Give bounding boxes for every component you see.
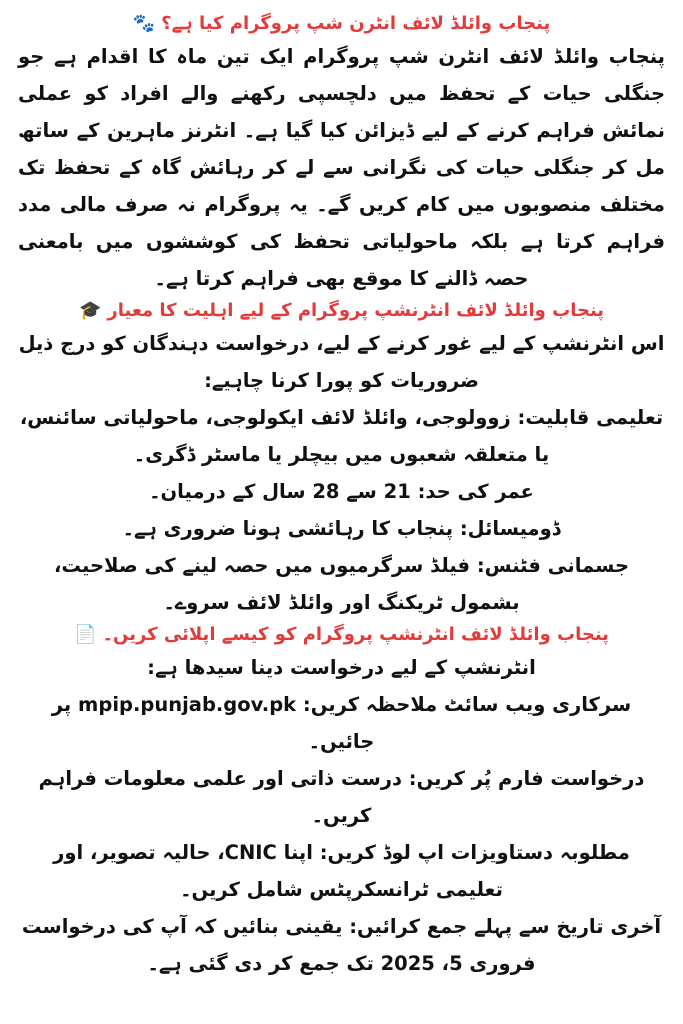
apply-step-form: درخواست فارم پُر کریں: درست ذاتی اور علمی معلومات فراہم کریں۔ bbox=[38, 767, 645, 827]
section-what-is-body: پنجاب وائلڈ لائف انٹرن شپ پروگرام ایک تین ماہ کا اقدام ہے جو جنگلی حیات کے تحفظ میں دلچسپی رکھنے والے افراد کو عملی نمائش فراہم کرنے کے لیے ڈیزائن کیا گیا ہے۔ انٹرنز ماہرین کے ساتھ مل کر جنگلی حیات کی نگرانی سے لے کر رہائش گاہ کے تحفظ تک مختلف منصوبوں میں کام کریں گے۔ یہ پروگرام نہ صرف مالی مدد فراہم کرتا ہے بلکہ ماحولیاتی تحفظ کی کوششوں میں بامعنی حصہ ڈالنے کا موقع بھی فراہم کرتا ہے۔ bbox=[18, 45, 665, 290]
apply-intro: انٹرنشپ کے لیے درخواست دینا سیدھا ہے: bbox=[147, 656, 536, 679]
section-what-is-title: پنجاب وائلڈ لائف انٹرن شپ پروگرام کیا ہے؟ bbox=[161, 13, 551, 34]
apply-step-deadline: آخری تاریخ سے پہلے جمع کرائیں: یقینی بنائیں کہ آپ کی درخواست فروری 5، 2025 تک جمع کر دی گئی ہے۔ bbox=[21, 915, 662, 975]
section-apply-title: پنجاب وائلڈ لائف انٹرنشپ پروگرام کو کیسے اپلائی کریں۔ bbox=[102, 624, 609, 645]
document-icon: 📄 bbox=[74, 624, 97, 645]
paw-icon: 🐾 bbox=[132, 13, 156, 34]
eligibility-item-fitness: جسمانی فٹنس: فیلڈ سرگرمیوں میں حصہ لینے کی صلاحیت، بشمول ٹریکنگ اور وائلڈ لائف سروے۔ bbox=[53, 554, 630, 614]
section-eligibility-title: پنجاب وائلڈ لائف انٹرنشپ پروگرام کے لیے اہلیت کا معیار bbox=[107, 300, 605, 321]
apply-step-website: سرکاری ویب سائٹ ملاحظہ کریں: mpip.punjab.gov.pk پر جائیں۔ bbox=[51, 693, 632, 753]
graduation-cap-icon: 🎓 bbox=[78, 300, 102, 321]
section-eligibility-heading bbox=[18, 297, 665, 325]
section-apply-heading bbox=[18, 621, 665, 649]
eligibility-intro: اس انٹرنشپ کے لیے غور کرنے کے لیے، درخواست دہندگان کو درج ذیل ضروریات کو پورا کرنا چاہیے: bbox=[18, 332, 665, 392]
apply-step-documents: مطلوبہ دستاویزات اپ لوڈ کریں: اپنا CNIC، حالیہ تصویر، اور تعلیمی ٹرانسکرپٹس شامل کریں۔ bbox=[53, 841, 630, 901]
eligibility-item-domicile: ڈومیسائل: پنجاب کا رہائشی ہونا ضروری ہے۔ bbox=[122, 517, 561, 540]
eligibility-item-age: عمر کی حد: 21 سے 28 سال کے درمیان۔ bbox=[149, 480, 534, 503]
section-what-is-heading bbox=[18, 10, 665, 38]
eligibility-item-education: تعلیمی قابلیت: زوولوجی، وائلڈ لائف ایکولوجی، ماحولیاتی سائنس، یا متعلقہ شعبوں میں بیچلر یا ماسٹر ڈگری۔ bbox=[19, 406, 664, 466]
